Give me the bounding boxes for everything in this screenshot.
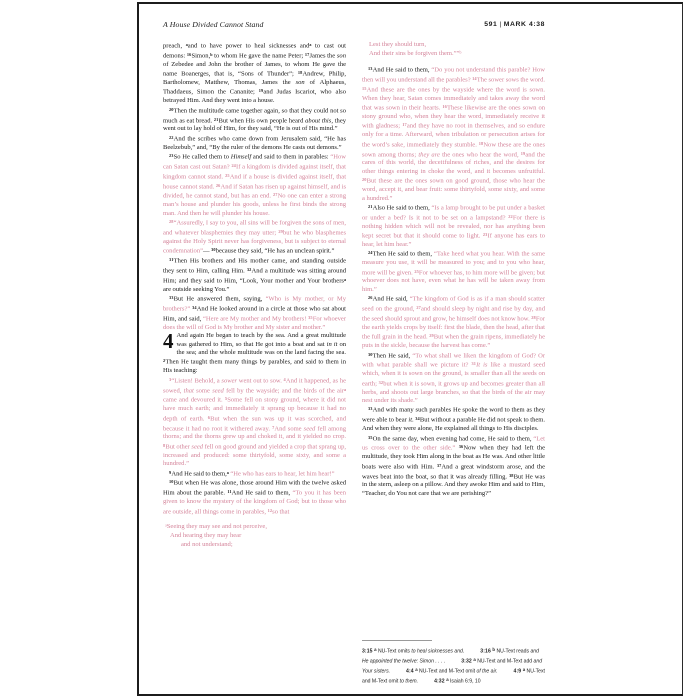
footnote-variant-text: of the air. xyxy=(476,668,498,675)
verse-number: 37 xyxy=(436,462,442,468)
words-of-christ: so that xyxy=(272,507,290,515)
verse-number: 25 xyxy=(225,172,230,178)
verse-number: 34 xyxy=(192,304,197,310)
words-of-christ: “To you it has been given to know the mystery of the kingdom of God; but to those who are outside, all things come in parables, xyxy=(163,489,346,515)
footnote-text: NU-Text and M-Text omit xyxy=(362,668,545,685)
scripture-text: And with many such parables He spoke the word to them as they were able to bear xyxy=(362,406,545,424)
scripture-text: And a great windstorm arose, and the waves beat into the boat, so that it was already filling. xyxy=(362,463,545,480)
footnote-verse-ref: 3:32 xyxy=(461,658,474,665)
scripture-text: And He looked around in a circle at those who sat about Him, and said, xyxy=(163,305,346,323)
footnote-marker: a xyxy=(343,276,346,282)
verse-number: 32 xyxy=(378,379,384,385)
words-of-christ: “Do you not understand this parable? How then will you understand all the parables? xyxy=(362,66,545,84)
words-of-christ: “Let us cross over to the other side.” xyxy=(362,434,545,452)
scripture-text: to cast out demons: xyxy=(163,42,347,60)
footnote-text: NU-Text and M-Text omit xyxy=(419,668,477,675)
verse-number: 35 xyxy=(308,314,313,320)
verse-number: 23 xyxy=(169,153,174,159)
poetry-line: Lest they should turn, xyxy=(369,41,427,48)
footnote-text: Isaiah 6:9, 10 xyxy=(450,678,481,685)
footnote-text: NU-Text and M-Text add xyxy=(477,658,534,665)
scripture-text: and said to them in parables: xyxy=(251,153,331,161)
words-of-christ: some xyxy=(193,386,213,394)
scripture-text: Then His brothers and His mother came, and standing outside they sent to Him, calling Him. xyxy=(163,257,346,275)
words-of-christ: For there is nothing hidden which will not be revealed, nor has anything been kept secret but that it should come to light. xyxy=(362,214,545,240)
words-of-christ: but he who blasphemes against the Holy Spirit never has forgiveness, but is subject to eternal condemnation” xyxy=(163,229,347,255)
poetry-line: and not understand; xyxy=(181,540,233,548)
scripture-text: And He said to them, xyxy=(372,66,432,74)
emphasis-text: son xyxy=(295,79,305,87)
words-of-christ: went out to sow. xyxy=(237,377,284,385)
verse-number: 30 xyxy=(368,351,373,357)
scripture-paragraph xyxy=(362,203,545,249)
words-of-christ: fell on good ground and yielded a crop that sprang up, increased and produced: some thirtyfold, some sixty, and some a hundred.” xyxy=(163,443,346,468)
words-of-christ: And these are the ones by the wayside where the word is sown. When they hear, Satan comes immediately and takes away the word that was sown in their hearts. xyxy=(362,86,545,112)
words-of-christ: And some xyxy=(274,424,304,432)
scripture-text: But without a parable He did not speak to them. And when they were alone, He explained all things to His disciples. xyxy=(362,416,545,433)
scripture-text: Then He said, xyxy=(372,351,413,359)
footnote-variant-text: and Your sisters. xyxy=(362,658,543,675)
verse-number: 19 xyxy=(520,150,526,156)
words-of-christ-emphasis: seed xyxy=(191,443,204,451)
words-of-christ: For whoever has, to him more will be given; but whoever does not have, even what he has will be taken away from him.” xyxy=(362,269,545,293)
verse-number: 22 xyxy=(508,213,513,219)
footnote-list xyxy=(362,646,545,686)
scripture-text: On the same day, when evening had come, He said to them, xyxy=(372,434,534,442)
words-of-christ: like a mustard seed which, when it is sown on the ground, is smaller than all the seeds on earth; xyxy=(362,361,545,388)
words-of-christ: But when the grain ripens, immediately he puts in the sickle, because the harvest has come.” xyxy=(362,333,545,350)
scripture-paragraph xyxy=(163,376,346,469)
scripture-text: on the sea; and the whole multitude was on the land facing the sea. xyxy=(176,340,346,356)
scripture-text: of Alphaeus, Thaddaeus, Simon the Cananite; xyxy=(163,79,346,96)
words-of-christ: Some fell on stony ground, where it did not have much earth; and immediately it sprang up because it had no depth of earth. xyxy=(163,396,346,423)
footnote-verse-ref: 4:32 xyxy=(434,678,447,685)
verse-number: 17 xyxy=(304,51,310,57)
words-of-christ: “The kingdom of God is as if a man should scatter seed on the ground, xyxy=(362,295,546,313)
words-of-christ: These likewise are the ones sown on stony ground who, when they hear the word, immediately receive it with gladness; xyxy=(362,104,545,130)
words-of-christ: And if Satan has risen up against himself, and is divided, he cannot stand, but has an end. xyxy=(163,183,346,200)
verse-number: 22 xyxy=(169,134,174,140)
words-of-christ: For the earth yields crops by itself: first the blade, then the head, after that the full grain in the head. xyxy=(362,315,545,341)
footnote-letter: b xyxy=(492,647,496,652)
emphasis-text: it xyxy=(408,416,413,424)
words-of-christ-emphasis: seed xyxy=(212,386,224,394)
words-of-christ: the ones who hear the word, xyxy=(439,150,521,158)
footnote-letter: a xyxy=(415,666,418,672)
scripture-text: to whom He gave the name Peter; xyxy=(212,52,305,60)
words-of-christ: “How can Satan cast out Satan? xyxy=(163,153,347,171)
footnote-marker: a xyxy=(309,42,312,47)
scripture-paragraph xyxy=(362,434,545,499)
scripture-paragraph xyxy=(163,41,346,106)
verse-number: 18 xyxy=(297,70,303,76)
scripture-text: , they went out to lay hold of Him, for they said, “He is out of His mind.” xyxy=(163,116,346,133)
scripture-text: But when He was alone, those around Him with the twelve asked Him about the parable. xyxy=(163,479,346,497)
words-of-christ: “To what shall we liken the kingdom of God? Or with what parable shall we picture it? xyxy=(362,351,545,369)
words-of-christ: No one can enter a strong man’s house and plunder his goods, unless he first binds the strong man. And then he will plunder his house. xyxy=(163,192,346,217)
scripture-text: But He was in the stern, asleep on a pillow. And they awoke Him and said to Him, “Teacher, do You not care that we are perishing?” xyxy=(362,472,545,497)
words-of-christ: “Here are My mother and My brothers! xyxy=(202,315,309,323)
verse-number: 28 xyxy=(169,219,174,225)
scripture-text: Simon, xyxy=(191,52,211,60)
column-right xyxy=(362,41,545,498)
words-of-christ: And if a house is divided against itself, that house cannot stand. xyxy=(163,173,347,191)
bible-page-sheet xyxy=(137,2,683,696)
verse-number: 16 xyxy=(442,104,447,110)
words-of-christ: And it happened, as he sowed, xyxy=(163,377,346,394)
scripture-text: Then He taught them many things by parables, and said to them in His teaching: xyxy=(163,358,346,375)
words-of-christ: But other xyxy=(165,443,192,451)
words-of-christ-emphasis: seed xyxy=(303,424,316,432)
verse-number: 2 xyxy=(163,358,166,364)
verse-number: 5 xyxy=(224,396,228,402)
footnote-verse-ref: 3:15 xyxy=(362,648,375,655)
verse-number: 23 xyxy=(482,232,488,238)
emphasis-text: Himself xyxy=(230,153,252,161)
verse-number: 19 xyxy=(258,88,264,94)
scripture-text: and to have power to heal sicknesses and xyxy=(187,42,310,50)
verse-number: 6 xyxy=(207,414,211,420)
verse-number: 30 xyxy=(211,247,216,253)
right-column-body xyxy=(362,65,545,498)
scripture-paragraph xyxy=(362,405,545,433)
verse-number: 24 xyxy=(231,162,236,168)
verse-number: 20 xyxy=(362,177,367,183)
scripture-paragraph xyxy=(163,218,346,256)
verse-number: 33 xyxy=(368,406,373,412)
text-columns xyxy=(163,41,545,641)
verse-number: 29 xyxy=(278,229,283,235)
verse-number: 12 xyxy=(267,507,273,513)
footnote-letter: a xyxy=(473,656,476,662)
verse-number: 27 xyxy=(272,192,278,198)
poetry-line: ᵃSeeing they may see and not perceive, xyxy=(165,523,267,531)
emphasis-text: in it xyxy=(326,340,338,348)
footnote-letter: a xyxy=(374,647,377,652)
verse-number: 15 xyxy=(362,85,367,91)
scripture-text: and Judas Iscariot, who also betrayed Him. And they went into a house. xyxy=(163,88,346,105)
footnote-variant-text: and He appointed the twelve: Simon . . . . xyxy=(362,648,539,665)
verse-number: 36 xyxy=(458,444,464,450)
words-of-christ: “Who is My mother, or My brothers?” xyxy=(163,295,346,313)
footnote-marker: a xyxy=(343,386,346,392)
page-section-title: A House Divided Cannot Stand xyxy=(163,20,264,29)
scripture-text: But when His own people heard xyxy=(218,116,306,124)
footnote-divider xyxy=(362,640,432,641)
footnote-letter: a xyxy=(446,676,449,682)
scripture-paragraph xyxy=(362,351,545,406)
words-of-christ: came and devoured it. xyxy=(163,396,225,404)
verse-number: 20 xyxy=(169,106,174,112)
column-left xyxy=(163,41,346,549)
verse-number: 9 xyxy=(169,469,172,475)
verse-number: 28 xyxy=(531,315,536,321)
verse-number: 7 xyxy=(272,424,275,430)
words-of-christ: but when it is sown, it grows up and becomes greater than all herbs, and shoots out large branches, so that the birds of the air may nest under its shade.” xyxy=(362,380,545,404)
verse-number: 8 xyxy=(163,442,166,448)
scripture-text: But He answered them, saying, xyxy=(173,295,266,303)
scripture-text: James the xyxy=(309,52,337,60)
footnote-verse-ref: 4:9 xyxy=(513,668,523,675)
verse-number: 35 xyxy=(368,434,373,440)
verse-number: 26 xyxy=(215,182,221,188)
verse-number: 26 xyxy=(368,295,373,301)
verse-number: 34 xyxy=(415,416,420,422)
verse-number: 17 xyxy=(402,122,407,128)
footnote-verse-ref: 3:16 xyxy=(480,648,493,655)
left-column-body xyxy=(163,41,346,516)
words-of-christ: “Take heed what you hear. With the same measure you use, it will be measured to you; and to you who hear, more will be given. xyxy=(362,250,545,277)
footnote-variant-text: to heal sicknesses and. xyxy=(411,648,465,655)
scripture-text: So He called them to xyxy=(173,153,231,161)
verse-number: 11 xyxy=(227,489,232,495)
footnote-marker: a xyxy=(185,42,188,47)
footnote-verse-ref: 4:4 xyxy=(406,668,416,675)
poetry-line: And their sins be forgiven them.””ᵇ xyxy=(369,49,462,57)
emphasis-text: son xyxy=(336,52,346,60)
scripture-text: are outside seeking You.” xyxy=(163,285,230,293)
scripture-text: Then He said to them, xyxy=(372,250,434,258)
words-of-christ: “Assuredly, I say to you, all sins will be forgiven the sons of men, and whatever blasphemies they may utter; xyxy=(163,219,346,237)
verse-number: 16 xyxy=(186,51,192,57)
scripture-text: Then the multitude came together again, so that they could not so much as eat bread. xyxy=(163,107,346,124)
words-of-christ: fell among thorns; and the thorns grew up and choked it, and it yielded no crop. xyxy=(163,424,347,441)
poetry-block-left xyxy=(163,523,346,549)
words-of-christ: and they have no root in themselves, and so endure only for a time. Afterward, when tribulation or persecution arises for the word’s sake, immediately they stumble. xyxy=(362,122,545,149)
words-of-christ: and the cares of this world, the deceitfulness of riches, and the desires for other things entering in choke the word, and it becomes unfruitful. xyxy=(362,150,545,175)
running-head xyxy=(163,20,545,36)
scripture-text: because they said, “He has an unclean spirit.” xyxy=(215,247,335,255)
verse-number: 31 xyxy=(169,257,174,263)
scripture-text: Andrew, Philip, Bartholomew, Matthew, Thomas, James the xyxy=(163,70,346,87)
page-content-area xyxy=(163,20,546,685)
verse-number: 31 xyxy=(471,361,476,367)
scripture-paragraph xyxy=(163,256,346,294)
verse-number: 24 xyxy=(368,250,373,256)
emphasis-text: about this xyxy=(305,116,332,124)
scripture-text: — xyxy=(203,247,212,255)
words-of-christ: But these are the ones sown on good ground, those who hear the word, accept it, and bear fruit: some thirtyfold, some sixty, and some a hundred.” xyxy=(362,177,545,202)
scripture-paragraph xyxy=(163,478,346,516)
words-of-christ: For whoever does the will of God is My brother and My sister and mother.” xyxy=(163,315,346,331)
footnote-text: NU-Text omits xyxy=(377,648,412,655)
scripture-text: And the scribes who came down from Jerusalem said, “He has Beelzebub,” and, “By the ruler of the demons He casts out demons.” xyxy=(163,135,346,151)
scripture-paragraph xyxy=(163,106,346,134)
scripture-paragraph xyxy=(362,294,545,350)
verse-number: 13 xyxy=(368,66,373,72)
verse-number: 14 xyxy=(472,76,477,82)
verse-number: 21 xyxy=(213,116,219,122)
words-of-christ: “Is a lamp brought to be put under a basket or under a bed? Is it not to be set on a lampstand? xyxy=(362,204,545,222)
page-reference xyxy=(484,21,545,28)
scripture-paragraph xyxy=(362,65,545,203)
words-of-christ: But when the sun was up it was scorched, and because it had no root it withered away. xyxy=(163,415,346,432)
verse-number: 32 xyxy=(246,266,252,272)
scripture-paragraph xyxy=(163,294,346,332)
words-of-christ-emphasis: that xyxy=(183,386,194,394)
scripture-paragraph xyxy=(163,469,346,479)
footnote-text: NU-Text reads xyxy=(496,648,531,655)
scripture-paragraph xyxy=(163,152,346,218)
verse-number: 3 xyxy=(169,376,172,382)
verse-number: 21 xyxy=(368,203,373,209)
header-separator: | xyxy=(499,20,502,28)
chapter-number: 4 xyxy=(163,329,174,354)
scripture-paragraph xyxy=(163,329,346,376)
verse-number: 27 xyxy=(416,305,421,311)
scripture-paragraph xyxy=(362,249,545,294)
words-of-christ: If a kingdom is divided against itself, that kingdom cannot stand. xyxy=(163,163,346,181)
scripture-paragraph xyxy=(163,134,346,152)
scripture-text: And He said to them, xyxy=(231,489,293,497)
verse-number: 10 xyxy=(169,479,174,485)
verse-number: 38 xyxy=(509,472,514,478)
footnote-letter: a xyxy=(522,666,526,672)
words-of-christ: “Listen! Behold, a xyxy=(171,377,222,385)
words-of-christ: “He who has ears to hear, let him hear!” xyxy=(230,469,335,477)
scripture-text: Also He said to them, xyxy=(372,204,432,212)
words-of-christ: Now these are the ones sown among thorns; xyxy=(362,141,545,158)
footnote-variant-text: to them. xyxy=(399,678,419,685)
footnotes-section xyxy=(362,640,545,686)
words-of-christ-emphasis: sower xyxy=(221,377,238,385)
poetry-line: And hearing they may hear xyxy=(170,531,242,539)
words-of-christ: If anyone has ears to hear, let him hear.” xyxy=(362,232,545,248)
scripture-text: And He said to them, xyxy=(171,469,227,477)
verse-number: 33 xyxy=(169,295,174,301)
book-reference: MARK 4:38 xyxy=(503,20,545,28)
words-of-christ: fell by the wayside; and the birds of the air xyxy=(223,386,344,394)
scripture-text: Now when they had left the multitude, they took Him along in the boat as He was. And other little boats were also with Him. xyxy=(362,444,546,471)
verse-number: 29 xyxy=(429,333,434,339)
footnote-marker: a xyxy=(226,469,229,475)
scripture-text: of Zebedee and John the brother of James, to whom He gave the name Boanerges, that is, “Sons of Thunder”; xyxy=(163,60,346,78)
poetry-block-right xyxy=(362,41,545,58)
page-number: 591 xyxy=(484,20,498,28)
verse-number: 18 xyxy=(478,140,484,146)
scripture-text: And a multitude was sitting around Him; and they said to Him, “Look, Your mother and Your brothers xyxy=(163,267,346,285)
words-of-christ-emphasis: It is xyxy=(476,361,488,369)
verse-number: 25 xyxy=(414,268,419,274)
scripture-text: . xyxy=(412,416,416,424)
words-of-christ: The sower sows the word. xyxy=(476,76,545,84)
footnote-marker: b xyxy=(210,51,213,57)
verse-number: 4 xyxy=(283,376,286,382)
scripture-text: And again He began to teach by the sea. And a great multitude was gathered to Him, so that He got into a boat and sat xyxy=(176,332,346,348)
words-of-christ-emphasis: they are xyxy=(418,150,440,158)
words-of-christ: and should sleep by night and rise by day, and the seed should sprout and grow, he himself does not know how. xyxy=(362,305,545,323)
scripture-text: preach, xyxy=(163,42,186,50)
scripture-text: And He said, xyxy=(372,295,410,303)
